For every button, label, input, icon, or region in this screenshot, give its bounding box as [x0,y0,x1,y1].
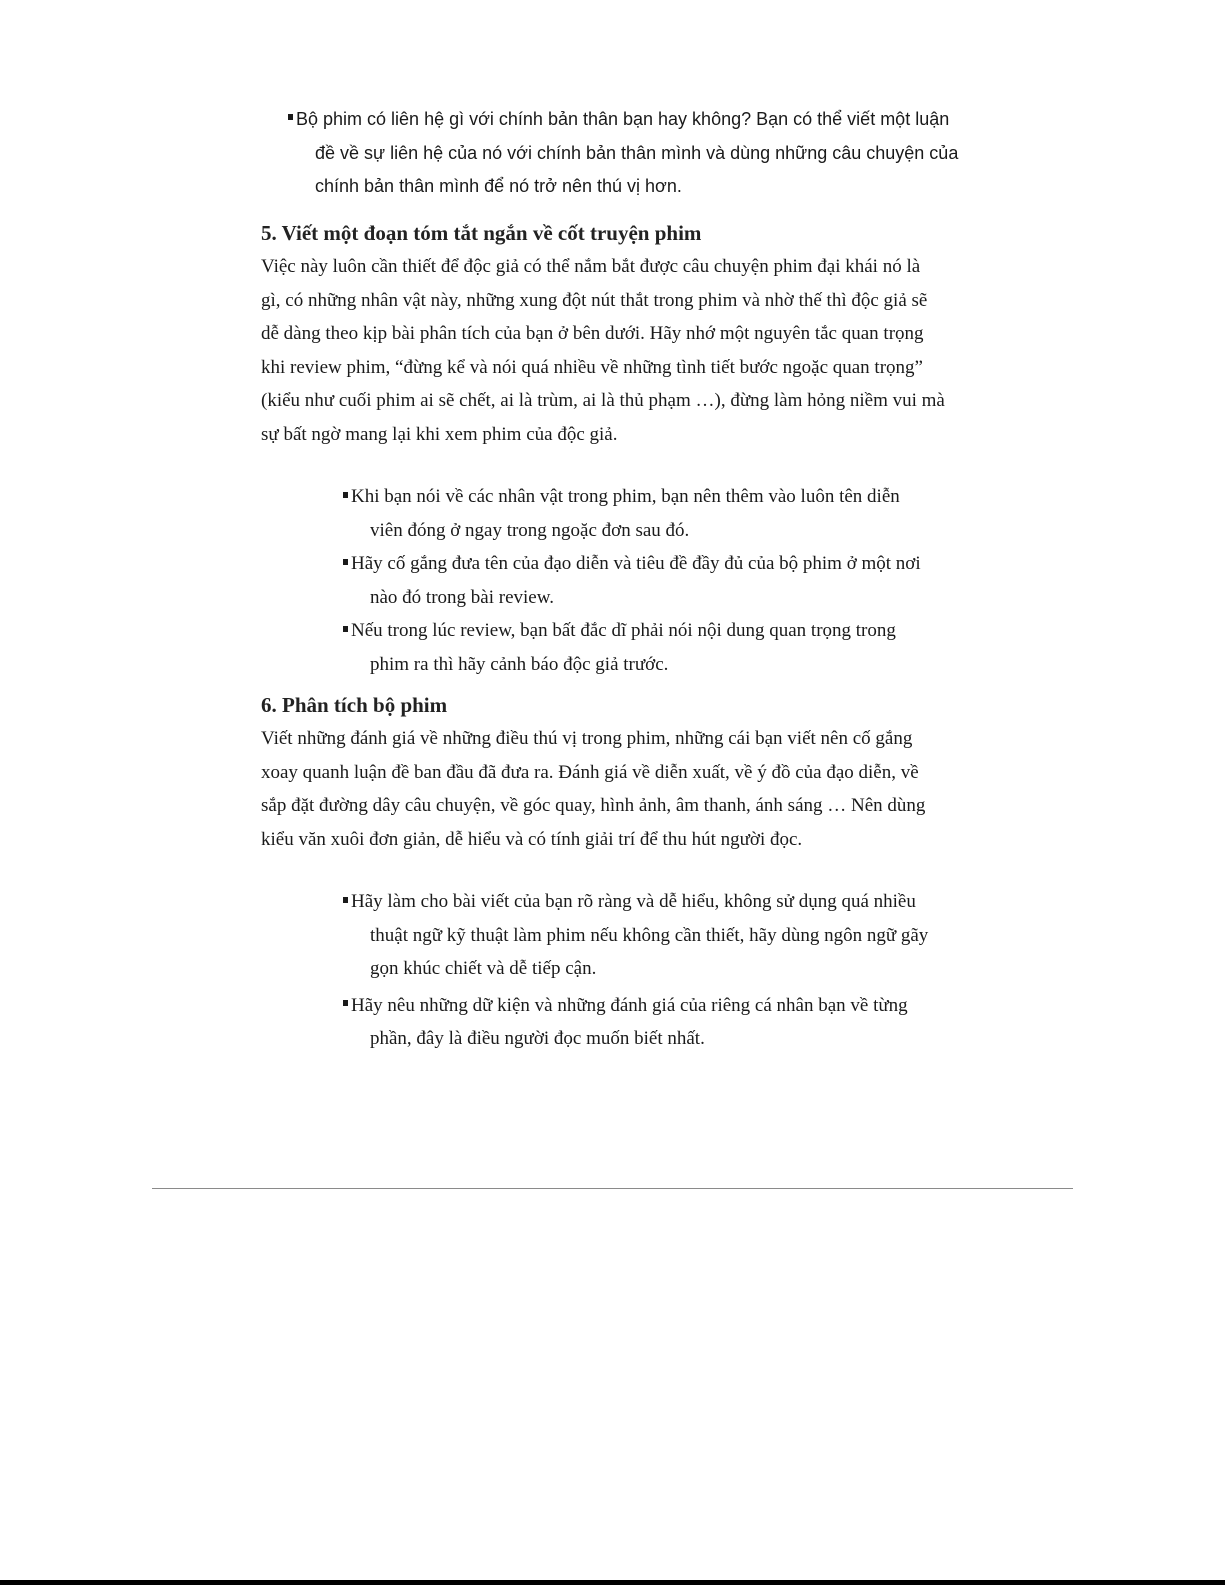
page-bottom-edge [0,1580,1225,1585]
list-item: Hãy làm cho bài viết của bạn rõ ràng và dễ hiểu, không sử dụng quá nhiều [343,885,928,919]
intro-bullet [288,103,958,204]
bullet-marker [343,897,348,903]
section-5-paragraph [261,250,945,451]
paragraph-line: kiểu văn xuôi đơn giản, dễ hiểu và có tính giải trí để thu hút người đọc. [261,828,803,850]
paragraph-line: sự bất ngờ mang lại khi xem phim của độc giả. [261,423,618,445]
bullet-marker [343,1000,348,1006]
bullet-marker [343,492,348,498]
list-item-continuation: phim ra thì hãy cảnh báo độc giả trước. [370,653,669,675]
paragraph-line: xoay quanh luận đề ban đầu đã đưa ra. Đánh giá về diễn xuất, về ý đồ của đạo diễn, về [261,761,919,783]
section-5-bullets [343,480,921,681]
section-6-heading: 6. Phân tích bộ phim [261,693,448,717]
list-item-continuation: viên đóng ở ngay trong ngoặc đơn sau đó. [370,519,690,541]
list-item-continuation: phần, đây là điều người đọc muốn biết nhất. [370,1028,705,1049]
list-item: Hãy nêu những dữ kiện và những đánh giá của riêng cá nhân bạn về từng [343,989,928,1023]
section-5-heading: 5. Viết một đoạn tóm tắt ngắn về cốt truyện phim [261,221,702,245]
list-item-continuation: gọn khúc chiết và dễ tiếp cận. [370,958,597,979]
paragraph-line: dễ dàng theo kịp bài phân tích của bạn ở bên dưới. Hãy nhớ một nguyên tắc quan trọng [261,323,924,344]
intro-bullet-line: chính bản thân mình để nó trở nên thú vị hơn. [315,176,682,196]
section-6-bullets [343,885,928,1056]
intro-bullet-line: đề về sự liên hệ của nó với chính bản thân mình và dùng những câu chuyện của [315,142,959,163]
paragraph-line: khi review phim, “đừng kể và nói quá nhiều về những tình tiết bước ngoặc quan trọng” [261,356,923,378]
intro-bullet-line: Bộ phim có liên hệ gì với chính bản thân bạn hay không? Bạn có thể viết một luận [296,109,950,129]
list-item-continuation: nào đó trong bài review. [370,586,554,608]
list-item: Khi bạn nói về các nhân vật trong phim, bạn nên thêm vào luôn tên diễn [343,480,921,514]
paragraph-line: (kiểu như cuối phim ai sẽ chết, ai là trùm, ai là thủ phạm …), đừng làm hỏng niềm vui mà [261,390,945,411]
bullet-marker [343,559,348,565]
bullet-marker [343,626,348,632]
list-item: Hãy cố gắng đưa tên của đạo diễn và tiêu đề đầy đủ của bộ phim ở một nơi [343,547,921,581]
bullet-marker [288,114,293,120]
list-item-continuation: thuật ngữ kỹ thuật làm phim nếu không cần thiết, hãy dùng ngôn ngữ gãy [370,924,929,946]
section-6-paragraph [261,722,925,856]
paragraph-line: gì, có những nhân vật này, những xung đột nút thắt trong phim và nhờ thế thì độc giả sẽ [261,289,928,311]
list-item: Nếu trong lúc review, bạn bất đắc dĩ phải nói nội dung quan trọng trong [343,614,921,648]
paragraph-line: Viết những đánh giá về những điều thú vị trong phim, những cái bạn viết nên cố gắng [261,728,913,749]
paragraph-line: sắp đặt đường dây câu chuyện, về góc quay, hình ảnh, âm thanh, ánh sáng … Nên dùng [261,795,926,816]
paragraph-line: Việc này luôn cần thiết để độc giả có thể nắm bắt được câu chuyện phim đại khái nó là [261,256,921,277]
footer-divider [152,1188,1073,1189]
